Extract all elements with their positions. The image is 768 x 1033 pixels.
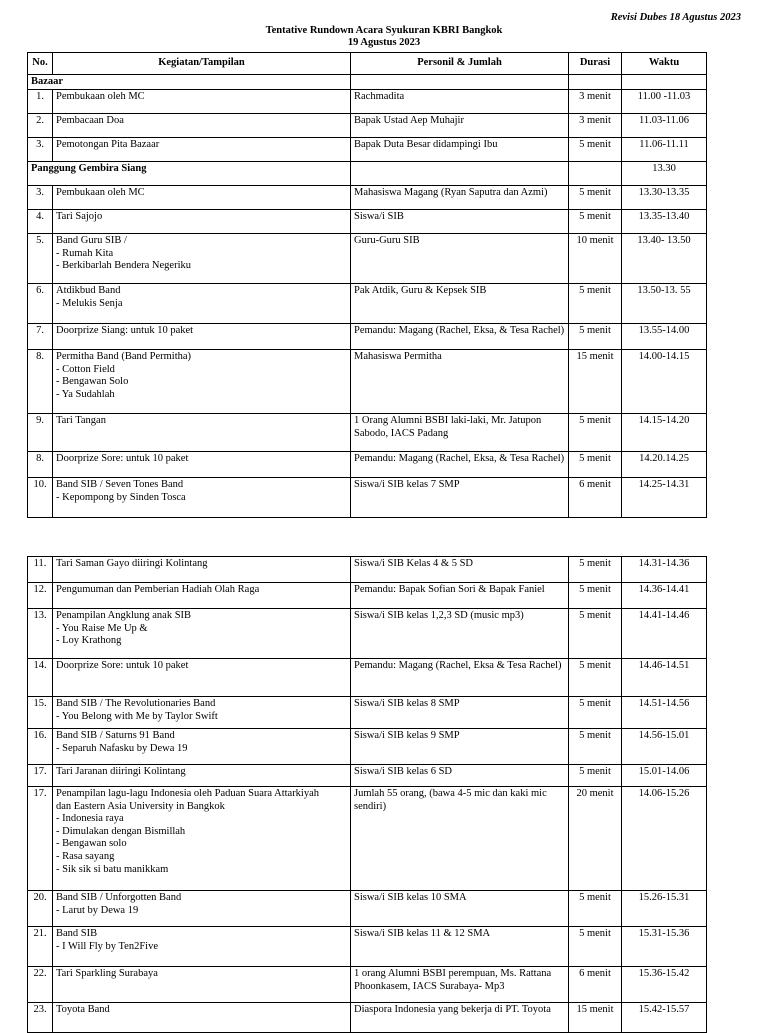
table-row: [28, 609, 707, 659]
kegiatan-line: - Sik sik si batu manikkam: [56, 863, 169, 875]
kegiatan-line: Band SIB / Saturns 91 Band: [56, 730, 175, 741]
row-number: 22.: [28, 967, 53, 1003]
row-number: 23.: [28, 1003, 53, 1033]
row-number: 6.: [28, 284, 53, 324]
row-personil: Pemandu: Magang (Rachel, Eksa, & Tesa Rachel): [351, 324, 569, 350]
row-durasi: 5 menit: [569, 765, 622, 787]
row-personil: Siswa/i SIB kelas 10 SMA: [351, 891, 569, 927]
table-2-body: [28, 557, 707, 1033]
section-title: Bazaar: [28, 74, 351, 90]
row-kegiatan: [53, 234, 351, 284]
row-durasi: 15 menit: [569, 350, 622, 414]
row-waktu: 14.51-14.56: [622, 697, 707, 729]
kegiatan-line: - Separuh Nafasku by Dewa 19: [56, 742, 188, 754]
row-number: 14.: [28, 659, 53, 697]
row-kegiatan: [53, 967, 351, 1003]
row-waktu: 14.25-14.31: [622, 478, 707, 518]
table-row: [28, 414, 707, 452]
kegiatan-line: - Dimulakan dengan Bismillah: [56, 825, 186, 837]
row-personil: Pemandu: Magang (Rachel, Eksa & Tesa Rachel): [351, 659, 569, 697]
row-number: 10.: [28, 478, 53, 518]
row-personil: Bapak Ustad Aep Muhajir: [351, 114, 569, 138]
table-row: [28, 891, 707, 927]
kegiatan-line: - Ya Sudahlah: [56, 388, 115, 400]
kegiatan-line: Pembacaan Doa: [56, 115, 124, 127]
table-row: [28, 1003, 707, 1033]
title-line-1: Tentative Rundown Acara Syukuran KBRI Bangkok: [265, 25, 503, 36]
kegiatan-line: - Melukis Senja: [56, 297, 123, 309]
row-waktu: 15.36-15.42: [622, 967, 707, 1003]
section-waktu: [622, 74, 707, 90]
row-waktu: 14.41-14.46: [622, 609, 707, 659]
table-row: [28, 138, 707, 162]
row-durasi: 5 menit: [569, 697, 622, 729]
kegiatan-line: Atdikbud Band: [56, 285, 121, 297]
row-kegiatan: [53, 284, 351, 324]
row-waktu: 13.55-14.00: [622, 324, 707, 350]
row-kegiatan: [53, 765, 351, 787]
row-personil: Bapak Duta Besar didampingi Ibu: [351, 138, 569, 162]
kegiatan-line: Pemotongan Pita Bazaar: [56, 139, 160, 151]
section-waktu: 13.30: [622, 162, 707, 186]
row-durasi: 5 menit: [569, 609, 622, 659]
row-durasi: 5 menit: [569, 583, 622, 609]
row-waktu: 11.06-11.11: [622, 138, 707, 162]
section-title: Panggung Gembira Siang: [28, 162, 351, 186]
row-durasi: 5 menit: [569, 210, 622, 234]
table-row: [28, 350, 707, 414]
kegiatan-line: - Bengawan Solo: [56, 376, 129, 388]
table-row: [28, 659, 707, 697]
row-durasi: 5 menit: [569, 186, 622, 210]
row-personil: Pak Atdik, Guru & Kepsek SIB: [351, 284, 569, 324]
row-waktu: 14.06-15.26: [622, 787, 707, 891]
row-personil: Pemandu: Bapak Sofian Sori & Bapak Faniel: [351, 583, 569, 609]
row-number: 13.: [28, 609, 53, 659]
row-waktu: 13.30-13.35: [622, 186, 707, 210]
table-row: [28, 90, 707, 114]
row-personil: Siswa/i SIB kelas 11 & 12 SMA: [351, 927, 569, 967]
row-waktu: 15.01-14.06: [622, 765, 707, 787]
row-number: 11.: [28, 557, 53, 583]
row-waktu: 14.00-14.15: [622, 350, 707, 414]
table-row: [28, 210, 707, 234]
header-waktu: Waktu: [622, 53, 707, 75]
kegiatan-line: - You Belong with Me by Taylor Swift: [56, 710, 218, 722]
row-durasi: 6 menit: [569, 478, 622, 518]
row-personil: Pemandu: Magang (Rachel, Eksa, & Tesa Rachel): [351, 452, 569, 478]
row-personil: Siswa/i SIB kelas 7 SMP: [351, 478, 569, 518]
table-row: [28, 284, 707, 324]
kegiatan-line: Band SIB: [56, 928, 98, 939]
row-kegiatan: [53, 583, 351, 609]
section-personil: [351, 162, 569, 186]
table-row: [28, 234, 707, 284]
row-kegiatan: [53, 787, 351, 891]
row-waktu: 14.15-14.20: [622, 414, 707, 452]
row-kegiatan: [53, 927, 351, 967]
table-row: [28, 478, 707, 518]
row-number: 4.: [28, 210, 53, 234]
table-row: [28, 452, 707, 478]
kegiatan-line: Doorprize Sore: untuk 10 paket: [56, 453, 189, 465]
kegiatan-line: - You Raise Me Up &: [56, 622, 148, 634]
row-kegiatan: [53, 557, 351, 583]
table-row: [28, 765, 707, 787]
row-personil: Jumlah 55 orang, (bawa 4-5 mic dan kaki mic sendiri): [351, 787, 569, 891]
kegiatan-line: - Rumah Kita: [56, 247, 114, 259]
section-personil: [351, 74, 569, 90]
row-number: 3.: [28, 186, 53, 210]
row-number: 8.: [28, 452, 53, 478]
row-personil: Siswa/i SIB: [351, 210, 569, 234]
kegiatan-line: Doorprize Siang: untuk 10 paket: [56, 325, 194, 337]
row-durasi: 5 menit: [569, 557, 622, 583]
row-durasi: 5 menit: [569, 284, 622, 324]
kegiatan-line: Band Guru SIB /: [56, 235, 127, 247]
row-waktu: 14.36-14.41: [622, 583, 707, 609]
row-durasi: 5 menit: [569, 729, 622, 765]
document-title: [0, 25, 768, 49]
section-durasi: [569, 162, 622, 186]
row-durasi: 15 menit: [569, 1003, 622, 1033]
table-row: [28, 324, 707, 350]
kegiatan-line: Penampilan lagu-lagu Indonesia oleh Paduan Suara Attarkiyah: [56, 788, 320, 799]
kegiatan-line: Pembukaan oleh MC: [56, 91, 145, 103]
row-personil: Siswa/i SIB kelas 9 SMP: [351, 729, 569, 765]
row-waktu: 11.00 -11.03: [622, 90, 707, 114]
kegiatan-line: Pengumuman dan Pemberian Hadiah Olah Raga: [56, 584, 260, 595]
row-number: 12.: [28, 583, 53, 609]
row-durasi: 5 menit: [569, 927, 622, 967]
row-waktu: 14.46-14.51: [622, 659, 707, 697]
row-number: 2.: [28, 114, 53, 138]
kegiatan-line: Tari Sajojo: [56, 211, 103, 223]
row-durasi: 3 menit: [569, 90, 622, 114]
table-row: [28, 114, 707, 138]
row-personil: 1 orang Alumni BSBI perempuan, Ms. Rattana Phoonkasem, IACS Surabaya- Mp3: [351, 967, 569, 1003]
row-waktu: 13.50-13. 55: [622, 284, 707, 324]
row-kegiatan: [53, 1003, 351, 1033]
row-kegiatan: [53, 324, 351, 350]
table-row: [28, 583, 707, 609]
row-durasi: 5 menit: [569, 452, 622, 478]
row-kegiatan: [53, 659, 351, 697]
kegiatan-line: dan Eastern Asia University in Bangkok: [56, 800, 225, 812]
row-number: 3.: [28, 138, 53, 162]
kegiatan-line: - Bengawan solo: [56, 838, 127, 850]
table-row: [28, 697, 707, 729]
rundown-table-1: [27, 52, 707, 518]
title-line-2: 19 Agustus 2023: [347, 37, 421, 48]
kegiatan-line: Penampilan Angklung anak SIB: [56, 610, 192, 621]
row-durasi: 3 menit: [569, 114, 622, 138]
kegiatan-line: Tari Tangan: [56, 415, 106, 427]
row-personil: Siswa/i SIB kelas 1,2,3 SD (music mp3): [351, 609, 569, 659]
row-waktu: 11.03-11.06: [622, 114, 707, 138]
header-personil: Personil & Jumlah: [351, 53, 569, 75]
kegiatan-line: Toyota Band: [56, 1004, 110, 1015]
table-1-body: [28, 74, 707, 518]
kegiatan-line: - I Will Fly by Ten2Five: [56, 940, 158, 952]
row-durasi: 5 menit: [569, 659, 622, 697]
kegiatan-line: Tari Saman Gayo diiringi Kolintang: [56, 558, 208, 569]
row-number: 17.: [28, 787, 53, 891]
row-kegiatan: [53, 114, 351, 138]
row-kegiatan: [53, 350, 351, 414]
table-row: [28, 557, 707, 583]
row-kegiatan: [53, 697, 351, 729]
row-number: 17.: [28, 765, 53, 787]
row-waktu: 14.56-15.01: [622, 729, 707, 765]
row-personil: Rachmadita: [351, 90, 569, 114]
row-kegiatan: [53, 186, 351, 210]
kegiatan-line: Band SIB / Unforgotten Band: [56, 892, 182, 903]
section-durasi: [569, 74, 622, 90]
row-number: 7.: [28, 324, 53, 350]
table-row: [28, 927, 707, 967]
row-kegiatan: [53, 478, 351, 518]
kegiatan-line: Doorprize Sore: untuk 10 paket: [56, 660, 189, 671]
rundown-table-2: [27, 556, 707, 1033]
row-personil: 1 Orang Alumni BSBI laki-laki, Mr. Jatupon Sabodo, IACS Padang: [351, 414, 569, 452]
row-kegiatan: [53, 210, 351, 234]
row-personil: Diaspora Indonesia yang bekerja di PT. Toyota: [351, 1003, 569, 1033]
row-kegiatan: [53, 90, 351, 114]
table-row: [28, 186, 707, 210]
row-durasi: 6 menit: [569, 967, 622, 1003]
row-durasi: 5 menit: [569, 891, 622, 927]
row-number: 20.: [28, 891, 53, 927]
row-kegiatan: [53, 452, 351, 478]
kegiatan-line: Band SIB / The Revolutionaries Band: [56, 698, 216, 709]
kegiatan-line: Tari Jaranan diiringi Kolintang: [56, 766, 186, 777]
header-durasi: Durasi: [569, 53, 622, 75]
revision-note: Revisi Dubes 18 Agustus 2023: [610, 12, 741, 23]
kegiatan-line: Pembukaan oleh MC: [56, 187, 145, 199]
row-personil: Mahasiswa Permitha: [351, 350, 569, 414]
table-row: [28, 967, 707, 1003]
row-kegiatan: [53, 891, 351, 927]
row-number: 21.: [28, 927, 53, 967]
row-number: 8.: [28, 350, 53, 414]
section-row: [28, 162, 707, 186]
kegiatan-line: - Larut by Dewa 19: [56, 904, 139, 916]
row-durasi: 20 menit: [569, 787, 622, 891]
table-row: [28, 729, 707, 765]
header-kegiatan: Kegiatan/Tampilan: [53, 53, 351, 75]
kegiatan-line: - Cotton Field: [56, 363, 115, 375]
header-no: No.: [28, 53, 53, 75]
kegiatan-line: - Loy Krathong: [56, 635, 122, 647]
row-durasi: 5 menit: [569, 138, 622, 162]
row-number: 5.: [28, 234, 53, 284]
row-kegiatan: [53, 138, 351, 162]
row-personil: Mahasiswa Magang (Ryan Saputra dan Azmi): [351, 186, 569, 210]
section-row: [28, 74, 707, 90]
kegiatan-line: - Rasa sayang: [56, 850, 115, 862]
row-waktu: 15.26-15.31: [622, 891, 707, 927]
row-durasi: 10 menit: [569, 234, 622, 284]
row-personil: Guru-Guru SIB: [351, 234, 569, 284]
row-waktu: 15.42-15.57: [622, 1003, 707, 1033]
row-number: 16.: [28, 729, 53, 765]
row-waktu: 13.40- 13.50: [622, 234, 707, 284]
row-personil: Siswa/i SIB kelas 8 SMP: [351, 697, 569, 729]
row-number: 1.: [28, 90, 53, 114]
row-personil: Siswa/i SIB kelas 6 SD: [351, 765, 569, 787]
row-waktu: 15.31-15.36: [622, 927, 707, 967]
row-personil: Siswa/i SIB Kelas 4 & 5 SD: [351, 557, 569, 583]
kegiatan-line: - Kepompong by Sinden Tosca: [56, 491, 186, 503]
kegiatan-line: Band SIB / Seven Tones Band: [56, 479, 184, 491]
row-durasi: 5 menit: [569, 414, 622, 452]
kegiatan-line: - Indonesia raya: [56, 813, 124, 825]
row-waktu: 14.31-14.36: [622, 557, 707, 583]
kegiatan-line: - Berkibarlah Bendera Negeriku: [56, 260, 191, 272]
kegiatan-line: Permitha Band (Band Permitha): [56, 351, 192, 363]
row-number: 15.: [28, 697, 53, 729]
row-kegiatan: [53, 609, 351, 659]
table-header-row: [28, 53, 707, 75]
kegiatan-line: Tari Sparkling Surabaya: [56, 968, 158, 979]
row-waktu: 14.20.14.25: [622, 452, 707, 478]
row-number: 9.: [28, 414, 53, 452]
table-row: [28, 787, 707, 891]
row-kegiatan: [53, 729, 351, 765]
row-kegiatan: [53, 414, 351, 452]
row-waktu: 13.35-13.40: [622, 210, 707, 234]
row-durasi: 5 menit: [569, 324, 622, 350]
